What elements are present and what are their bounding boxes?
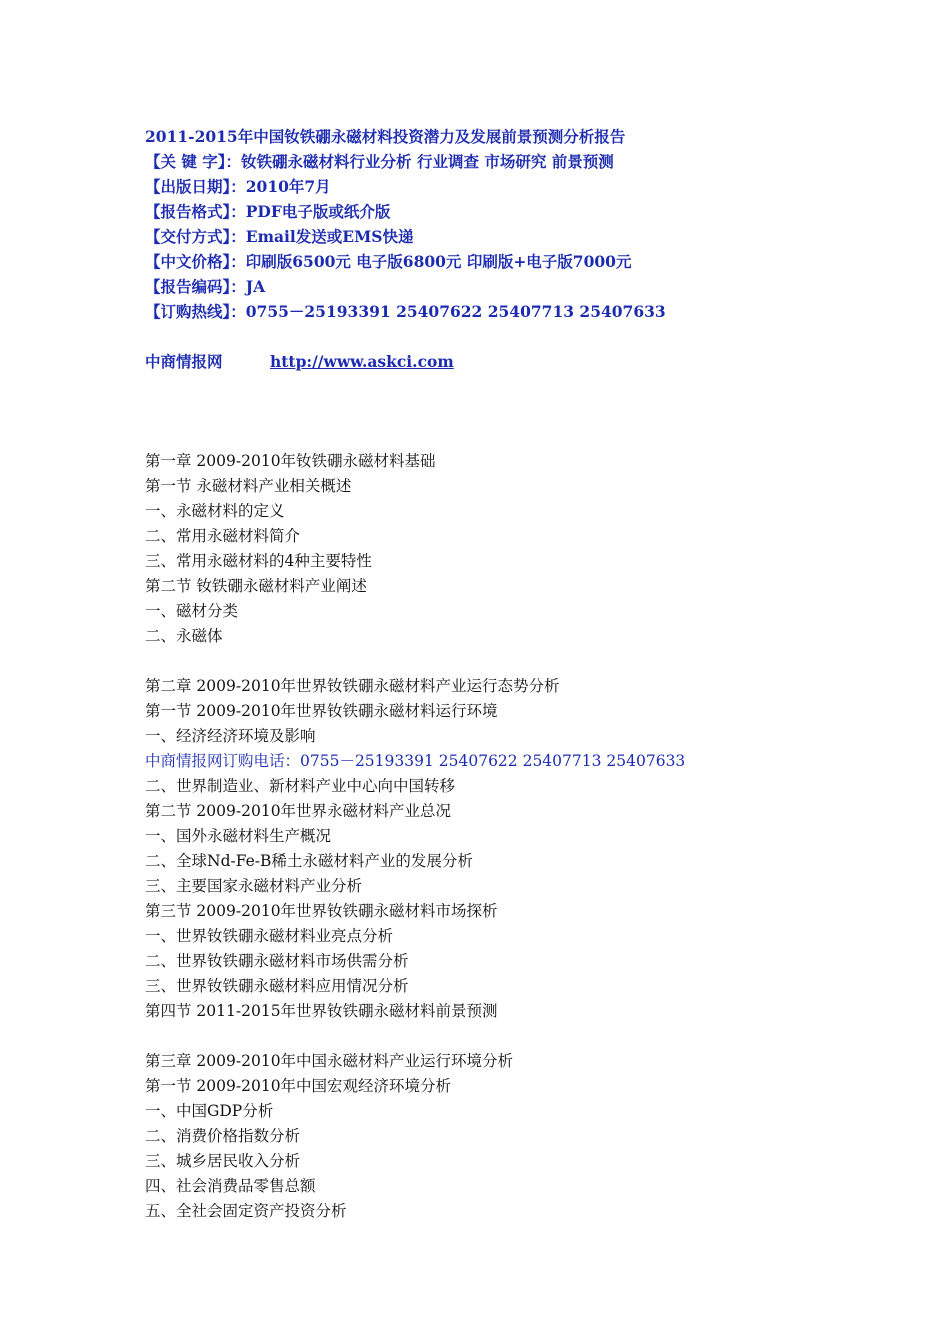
toc-line: 一、世界钕铁硼永磁材料业亮点分析 bbox=[145, 927, 394, 945]
toc-line: 五、全社会固定资产投资分析 bbox=[145, 1202, 347, 1220]
table-of-contents bbox=[145, 449, 865, 1224]
toc-line: 第二节 2009-2010年世界永磁材料产业总况 bbox=[145, 802, 452, 820]
toc-line: 二、常用永磁材料简介 bbox=[145, 527, 301, 545]
toc-line: 第一节 2009-2010年世界钕铁硼永磁材料运行环境 bbox=[145, 702, 498, 720]
toc-line: 二、全球Nd-Fe-B稀土永磁材料产业的发展分析 bbox=[145, 852, 473, 870]
toc-chapter-2-part-a bbox=[145, 674, 865, 749]
toc-line: 第三章 2009-2010年中国永磁材料产业运行环境分析 bbox=[145, 1052, 514, 1070]
toc-line: 三、世界钕铁硼永磁材料应用情况分析 bbox=[145, 977, 409, 995]
toc-line: 第二节 钕铁硼永磁材料产业阐述 bbox=[145, 577, 367, 595]
toc-line: 一、国外永磁材料生产概况 bbox=[145, 827, 332, 845]
toc-line: 二、永磁体 bbox=[145, 627, 223, 645]
site-link[interactable]: http://www.askci.com bbox=[270, 352, 454, 371]
toc-chapter-3 bbox=[145, 1049, 865, 1224]
format-line: 【报告格式】：PDF电子版或纸介版 bbox=[145, 202, 391, 221]
toc-line: 二、世界制造业、新材料产业中心向中国转移 bbox=[145, 777, 456, 795]
toc-chapter-1 bbox=[145, 449, 865, 649]
toc-line: 第一节 2009-2010年中国宏观经济环境分析 bbox=[145, 1077, 452, 1095]
price-line: 【中文价格】：印刷版6500元 电子版6800元 印刷版+电子版7000元 bbox=[145, 252, 632, 271]
keywords-line: 【关 键 字】：钕铁硼永磁材料行业分析 行业调查 市场研究 前景预测 bbox=[145, 152, 614, 171]
toc-line: 一、永磁材料的定义 bbox=[145, 502, 285, 520]
toc-line: 第一节 永磁材料产业相关概述 bbox=[145, 477, 352, 495]
hotline-line: 【订购热线】：0755－25193391 25407622 25407713 25407633 bbox=[145, 302, 666, 321]
toc-chapter-2-part-b bbox=[145, 774, 865, 1024]
toc-line: 第三节 2009-2010年世界钕铁硼永磁材料市场探析 bbox=[145, 902, 498, 920]
report-title: 2011-2015年中国钕铁硼永磁材料投资潜力及发展前景预测分析报告 bbox=[145, 127, 626, 146]
promo-line: 中商情报网订购电话：0755－25193391 25407622 25407713 25407633 bbox=[145, 752, 686, 770]
toc-line: 一、经济经济环境及影响 bbox=[145, 727, 316, 745]
publish-date-line: 【出版日期】：2010年7月 bbox=[145, 177, 331, 196]
toc-line: 二、世界钕铁硼永磁材料市场供需分析 bbox=[145, 952, 409, 970]
toc-line: 三、常用永磁材料的4种主要特性 bbox=[145, 552, 372, 570]
delivery-line: 【交付方式】：Email发送或EMS快递 bbox=[145, 227, 414, 246]
toc-line: 一、中国GDP分析 bbox=[145, 1102, 274, 1120]
toc-line: 三、主要国家永磁材料产业分析 bbox=[145, 877, 363, 895]
report-header bbox=[145, 124, 865, 324]
toc-line: 一、磁材分类 bbox=[145, 602, 239, 620]
toc-line: 四、社会消费品零售总额 bbox=[145, 1177, 316, 1195]
toc-line: 三、城乡居民收入分析 bbox=[145, 1152, 301, 1170]
toc-line: 第一章 2009-2010年钕铁硼永磁材料基础 bbox=[145, 452, 436, 470]
toc-line: 第二章 2009-2010年世界钕铁硼永磁材料产业运行态势分析 bbox=[145, 677, 560, 695]
site-name: 中商情报网 bbox=[145, 352, 223, 371]
toc-line: 二、消费价格指数分析 bbox=[145, 1127, 301, 1145]
document-page bbox=[145, 124, 865, 1224]
code-line: 【报告编码】：JA bbox=[145, 277, 266, 296]
site-row bbox=[145, 349, 865, 374]
toc-line: 第四节 2011-2015年世界钕铁硼永磁材料前景预测 bbox=[145, 1002, 498, 1020]
